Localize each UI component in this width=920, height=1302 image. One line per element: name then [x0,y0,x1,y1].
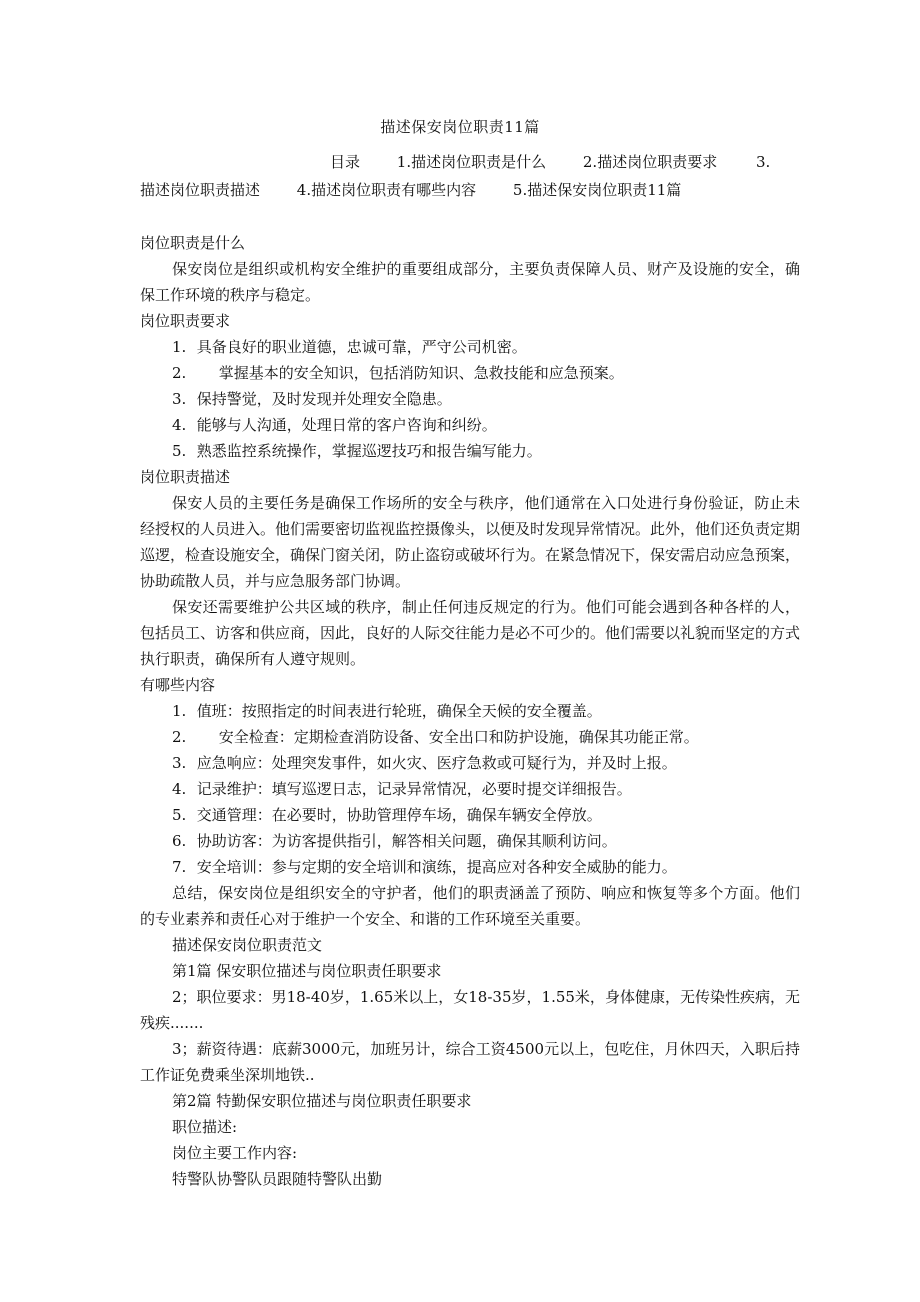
paragraph: 保安人员的主要任务是确保工作场所的安全与秩序，他们通常在入口处进行身份验证，防止未经授权的人员进入。他们需要密切监视监控摄像头，以便及时发现异常情况。此外，他们还负责定期巡逻，检查设施安全，确保门窗关闭，防止盗窃或破坏行为。在紧急情况下，保安需启动应急预案，协助疏散人员，并与应急服务部门协调。 [140,494,801,590]
table-of-contents-line-1 [330,151,770,172]
toc-item-3-text[interactable]: 描述岗位职责描述 [140,181,261,199]
list-item [140,724,800,750]
list-item [140,438,800,464]
list-text: 记录维护：填写巡逻日志，记录异常情况，必要时提交详细报告。 [196,780,632,798]
list-number: 1. [172,702,187,720]
list-item [140,386,800,412]
list-number: 2. [172,728,187,746]
toc-label: 目录 [330,153,361,171]
section-heading: 岗位职责是什么 [140,234,246,252]
list-number: 6. [172,832,187,850]
list-item [140,360,800,386]
list-text: 保持警觉，及时发现并处理安全隐患。 [196,390,452,408]
text-line: 特警队协警队员跟随特警队出勤 [172,1170,383,1188]
list-number: 3. [172,754,187,772]
list-item [140,776,800,802]
toc-item-3-number[interactable]: 3. [755,153,771,171]
list-item [140,412,800,438]
list-item [140,750,800,776]
list-text: 应急响应：处理突发事件，如火灾、医疗急救或可疑行为，并及时上报。 [196,754,677,772]
list-text: 协助访客：为访客提供指引，解答相关问题，确保其顺利访问。 [196,832,617,850]
list-text: 值班：按照指定的时间表进行轮班，确保全天候的安全覆盖。 [196,702,602,720]
list-text: 安全培训：参与定期的安全培训和演练，提高应对各种安全威胁的能力。 [196,858,677,876]
summary-paragraph: 总结，保安岗位是组织安全的守护者，他们的职责涵盖了预防、响应和恢复等多个方面。他们的专业素养和责任心对于维护一个安全、和谐的工作环境至关重要。 [140,884,800,928]
list-text: 交通管理：在必要时，协助管理停车场，确保车辆安全停放。 [196,806,602,824]
document-body [140,230,800,1192]
list-text: 安全检查：定期检查消防设备、安全出口和防护设施，确保其功能正常。 [218,728,699,746]
list-number: 2. [172,364,187,382]
list-item [140,802,800,828]
list-number: 1. [172,338,187,356]
document-title: 描述保安岗位职责11篇 [380,118,540,136]
article-title: 第1篇 保安职位描述与岗位职责任职要求 [172,962,442,980]
list-item [140,854,800,880]
text-line: 职位描述: [172,1118,238,1136]
list-text: 掌握基本的安全知识，包括消防知识、急救技能和应急预案。 [218,364,624,382]
paragraph: 保安岗位是组织或机构安全维护的重要组成部分，主要负责保障人员、财产及设施的安全，确保工作环境的秩序与稳定。 [140,260,800,304]
toc-item-4[interactable]: 4.描述岗位职责有哪些内容 [296,181,477,199]
list-text: 具备良好的职业道德，忠诚可靠，严守公司机密。 [196,338,527,356]
list-item [140,334,800,360]
list-text: 能够与人沟通，处理日常的客户咨询和纠纷。 [196,416,497,434]
paragraph: 保安还需要维护公共区域的秩序，制止任何违反规定的行为。他们可能会遇到各种各样的人，包括员工、访客和供应商，因此，良好的人际交往能力是必不可少的。他们需要以礼貌而坚定的方式执行职责，确保所有人遵守规则。 [140,598,801,668]
list-number: 7. [172,858,187,876]
list-number: 4. [172,416,187,434]
toc-item-2[interactable]: 2.描述岗位职责要求 [582,153,718,171]
text-line: 岗位主要工作内容: [172,1144,298,1162]
list-number: 4. [172,780,187,798]
section-heading: 岗位职责描述 [140,468,231,486]
list-item [140,828,800,854]
toc-item-5[interactable]: 5.描述保安岗位职责11篇 [512,181,682,199]
list-number: 5. [172,806,187,824]
list-item [140,698,800,724]
toc-item-1[interactable]: 1.描述岗位职责是什么 [396,153,547,171]
list-text: 熟悉监控系统操作，掌握巡逻技巧和报告编写能力。 [196,442,542,460]
paragraph: 2；职位要求：男18-40岁，1.65米以上，女18-35岁，1.55米，身体健康，无传染性疾病，无残疾....... [140,988,800,1032]
section-heading: 有哪些内容 [140,676,216,694]
list-number: 5. [172,442,187,460]
table-of-contents-line-2 [140,179,681,200]
section-heading: 岗位职责要求 [140,312,231,330]
section-heading: 描述保安岗位职责范文 [172,936,323,954]
list-number: 3. [172,390,187,408]
article-title: 第2篇 特勤保安职位描述与岗位职责任职要求 [172,1092,472,1110]
paragraph: 3；薪资待遇：底薪3000元，加班另计，综合工资4500元以上，包吃住，月休四天，入职后持工作证免费乘坐深圳地铁.. [140,1040,800,1084]
